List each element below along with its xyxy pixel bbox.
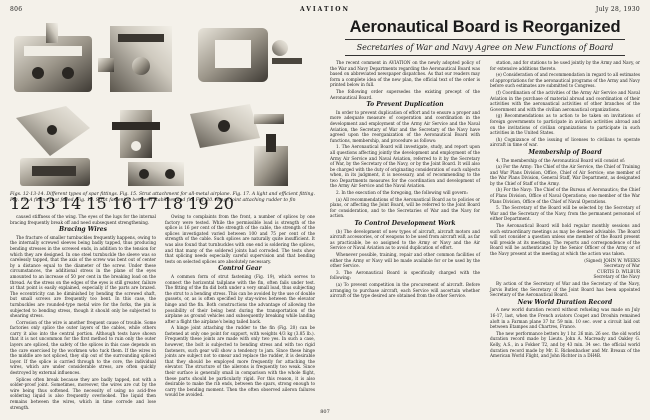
- signature-war: [490, 258, 640, 280]
- figure-14: [198, 28, 302, 82]
- left-page-column-1: [10, 214, 156, 411]
- article-subtitle: Secretaries of War and Navy Agree on New Functions of Board: [356, 43, 614, 52]
- paragraph: (g) Recommendations as to action to be taken on invitations of foreign governments to participate in aviation activities abroad and on the invitations of civilian organizations to participate in such activities in the United States.: [490, 113, 640, 136]
- figure-label: 14: [60, 194, 82, 213]
- figure-label: 18: [162, 194, 184, 213]
- article-title: Aeronautical Board is Reorganized: [349, 18, 621, 36]
- section-heading: Control Gear: [218, 265, 262, 273]
- paragraph: In order to prevent duplication of effort and to ensure a proper and more adequate measure of cooperation and coordination in the development and employment of the Army Air Service and the Naval Aviation, the Secretary of War and the Secretary of the Navy have agreed upon the reorganization of the Aeronautical Board with functions, membership, and procedure as follows:: [330, 109, 480, 143]
- figure-label: 15: [86, 194, 107, 213]
- paragraph: 3. The Aeronautical Board is specifically charged with the following:: [330, 269, 480, 281]
- figure-19: [128, 162, 184, 186]
- signature-name: (Signed) JOHN W. WEEKS: [584, 257, 640, 263]
- figure-12: [14, 23, 92, 92]
- paragraph: The Aeronautical Board will hold regular monthly sessions and such extraordinary meetings as may be deemed advisable. The Board will not consider a question unless one member of the Board present will preside at its meetings. The reports and correspondence of the Board will be authenticated by the Senior Officer of the Army or of the Navy present at the meeting at which the action was taken.: [490, 223, 640, 256]
- page-number-left: 806: [10, 6, 23, 13]
- figure-label: 16: [111, 194, 133, 213]
- paragraph: Owing to complaints from the front, a number of splices by one factory were tested. While the permissible load is strength of the splice is 16 per cent of the strength of the cable, the strength of the splices investigated varied between 100 and 75 per cent of the strength of the cable. Such splices are naturally quite insufficient. It was also found that turnbuckles with one end is soldering the splices, and that many of the soldered joints had corroded. The tests show that splicing needs especially careful supervision and that bending tests on selected splices are absolutely necessary.: [165, 214, 315, 264]
- figure-label: 12: [10, 194, 31, 213]
- paragraph: 5. The Secretary of the Board will be selected by the Secretary of War and the Secretary of the Navy, from the permanent personnel of either Department.: [490, 205, 640, 222]
- right-page-column-2: [490, 60, 640, 360]
- paragraph: A new world duration record without refueling was made on July 16-17, last, when the French aviators Coupet and Drouhin remained aloft in a Farman plane 37 hr. 59 min. 10 sec. over a circuit laid out between Etampes and Chartres, France.: [490, 307, 640, 330]
- issue-date: July 28, 1930: [595, 6, 640, 13]
- figure-18: [20, 158, 90, 186]
- signature-name: CURTIS D. WILBUR: [597, 268, 640, 274]
- paragraph: 1. The Aeronautical Board will investigate, study, and report upon all questions affecting jointly the development and employment of the Army Air Service and Naval Aviation, referred to it by the Secretary of War, by the Secretary of the Navy, or by the Joint Board. It will also be charged with the duty of originating consideration of such subjects when, in its judgment, it is necessary, and of recommending to the two Departments measures for the coordination and development of the Army Air Service and the Naval Aviation.: [330, 144, 480, 189]
- paragraph: The following order supersedes the existing precept of the Aeronautical Board.: [330, 88, 480, 100]
- figure-20: [254, 134, 288, 186]
- signature-title: Secretary of War: [604, 263, 640, 269]
- figure-13: [98, 26, 172, 92]
- paragraph: The new performance betters by 1 hr. 26 min. 26 sec. the old world duration record made by Lieuts. John A. Macready and Oakley G. Kelly, A.S., in a Fokker T2, and by 43 min. 34 sec. the official world duration record made by Mr. E. Rickenbacker and Mr. Breaux of the American World Flight, and John Richter in a DH4B.: [490, 330, 640, 359]
- paragraph: The recent comment in AVIATION on the newly adopted policy of the War and Navy Departments regarding the Aeronautical Board was based on abbreviated newspaper dispatches. As that our readers may form a complete idea of the new plan, the official text of the order is printed below in full.: [330, 60, 480, 88]
- right-page-column-1: [330, 60, 480, 300]
- section-heading: Membership of Board: [528, 148, 602, 156]
- paragraph: Corrosion of the wire is another frequent cause of trouble. Some factories only splice the outer layers of the cables, while others carry it also into the central portion. Although tests have shown that it is not uncommon for the first method to ruin only the outer layers are spliced, the safety of the splices in this case depends on the care exercised by the workmen who tuck them. If the wires in the middle are not spliced, they slip out of the surrounding spliced layer. If the splice is carried through to the core, the individual wires, which are under considerable stress, are often quickly destroyed by external influences.: [10, 319, 156, 376]
- paragraph: Splices often break because they are badly tapped, not with a solder-proof joint. Sometimes, moreover, the wires are cut by the wire being thus softened. The necessity of using no acid-free soldering liquid is also frequently overlooked. The liquid then remains between the wires, which in time corrode and lose strength.: [10, 376, 156, 410]
- figure-label: 13: [35, 194, 56, 213]
- magazine-title: AVIATION: [300, 6, 350, 13]
- paragraph: 2. In the execution of the foregoing, the following will govern:: [336, 190, 469, 196]
- paragraph: caused stiffness of the wing. The eyes of the lugs for the internal bracing frequently break off and need subsequent strengthening.: [10, 214, 156, 225]
- left-page-column-2: [165, 214, 315, 399]
- spar-fittings-illustration: [10, 18, 315, 190]
- paragraph: (a) All recommendations of the Aeronautical Board as to policies or plans, or affecting the Joint Board, will be referred to the Joint Board for consideration, and to the Secretaries of War and the Navy for action.: [330, 196, 480, 219]
- paragraph: (a) For the Army: The Chief of the Air Service, the Chief of Training and War Plans Division, Office, Chief of Air Service; one member of the War Plans Division, General Staff, War Department, as designated by the Chief of Staff of the Army.: [490, 164, 640, 186]
- section-heading: To Control Development Work: [354, 220, 456, 228]
- figure-caption: Figs. 12-13-14. Different types of spar fittings. Fig. 15. Strut attachment for all-metal airplane. Fig. 17. A light and efficient fitting. Fig. 18. A fitting that failed. Fig. 19. Strut fastening between stabilizer and fin. Fig. 20. Hinge joint attaching rudder to fin: [10, 192, 315, 203]
- section-heading: Bracing Wires: [59, 226, 107, 234]
- running-header: [10, 6, 640, 16]
- paragraph: (f) Coordination of the activities of the Army Air Service and Naval Aviation in the purchase of material abroad and coordination of their activities with the aeronautical activities of other branches of the Government and with the civilian aeronautical organizations.: [490, 89, 640, 112]
- paragraph: 4. The membership of the Aeronautical Board will consist of:: [496, 157, 626, 163]
- paragraph: (a) To prevent competition in the procurement of aircraft. Before arranging to purchase aircraft, each Service will ascertain whether aircraft of the type desired are obtained from the other Service.: [330, 281, 480, 299]
- figure-label: 19: [188, 194, 209, 213]
- paragraph: A common form of strut fastening (Fig. 19), which serves to connect the horizontal tailplane with the fin, often fails under test. The fitting of the fin did both under a very small load, thus subjecting the strut to a bending stress. This can be avoided by the use of double gussets, or, as is often specified by stay-wires between the elevator hinge and the fin. Both constructions the advantage of allowing the possibility of their being bent during the transportation of the airplane as ground vehicles and subsequently breaking while landing after a flight the airplane's being tailed back.: [165, 273, 315, 324]
- section-heading: New World Duration Record: [517, 298, 613, 306]
- figure-label: 17: [137, 194, 158, 213]
- paragraph: By action of the Secretary of War and the Secretary of the Navy, Jarvis Butler, the Secretary of the Joint Board has been appointed Secretary of the Aeronautical Board.: [490, 280, 640, 298]
- paragraph: Whenever possible, training, repair and other common facilities of either the Army or Navy will be made available for or be used by the other Service.: [330, 252, 480, 269]
- paragraph: station, and for stations to be used jointly by the Army and Navy, or for extensive additions thereto.: [490, 60, 640, 71]
- figure-15: [16, 106, 90, 156]
- signature-title: Secretary of the Navy: [593, 274, 640, 280]
- title-rule: [345, 39, 625, 40]
- paragraph: (e) Consideration of and recommendation in regard to all estimates of appropriations for the aeronautical programs of the Army and Navy before such estimates are submitted to Congress.: [490, 72, 640, 89]
- paragraph: A hinge joint attaching the rudder to the fin (Fig. 20) can be fastened at only one point for support, with weights 4/3 kg (3.85 lb.). Frequently these joints are made with only two yes. In such a case, however, the bolt is subjected to bending stress and with too rigid fasteners, such gear will show a tendency to jam. Since these hinge joints are subject not to smear and replace the rudder, it is desirable that they should be employed more frequently for attaching the elevator. The structure of the ailerons is frequently too weak. Since their surface is generally small in comparison with the whole flight, these parts should be particularly rigid. For this reason, it is also desirable to make the rib ends, between the spars, strong enough to carry the bending moment. Then the often observed aileron failures would be avoided.: [165, 325, 315, 398]
- paragraph: (b) The development of new types of aircraft, aircraft motors and aircraft accessories, or of weapons to be used from aircraft will, as far as practicable, be so assigned to the Army or Navy and the Air Service or Naval Aviation as to avoid duplication of effort.: [330, 228, 480, 251]
- paragraph: (h) Cognizance of the issuing of licenses to civilians to operate aircraft in time of war.: [490, 136, 640, 148]
- page-number: 807: [320, 409, 330, 415]
- section-heading: To Prevent Duplication: [366, 101, 444, 109]
- figure-16: [112, 110, 160, 158]
- figure-label: 20: [213, 194, 234, 213]
- paragraph: (b) For the Navy: The Chief of the Bureau of Aeronautics; the Chief of Plans Division, Office of Naval Operations; one member of the War Plans Division, Office of the Chief of Naval Operations.: [490, 187, 640, 204]
- subtitle-rule: [345, 55, 625, 56]
- paragraph: The fracture of smaller turnbuckles frequently happens, owing to the internally screwed sleeves being badly tapped, thus producing bending stresses in the screwed ends, in addition to the tension for which they are designed. In one steel turnbuckle the sleeve was so carelessly tapped, that the axis of the screw was bent out of center by a distance equal to the diameter of the screw. Under these circumstances, the additional stress in the plane of the eyes amounted to an increase of 50 per cent in the breaking load on the thread. As the stress on the edges of the eyes is still greater, failure at that point is easily explained, especially if the parts are brazed. The eccentricity can be diminished by bending the screwed shaft, but small screws are frequently too bent. In this case, the turnbuckles are rounded-type metal wire for the forks, the pin is subjected to bending stress, though it should only be subjected to shearing stress.: [10, 234, 156, 319]
